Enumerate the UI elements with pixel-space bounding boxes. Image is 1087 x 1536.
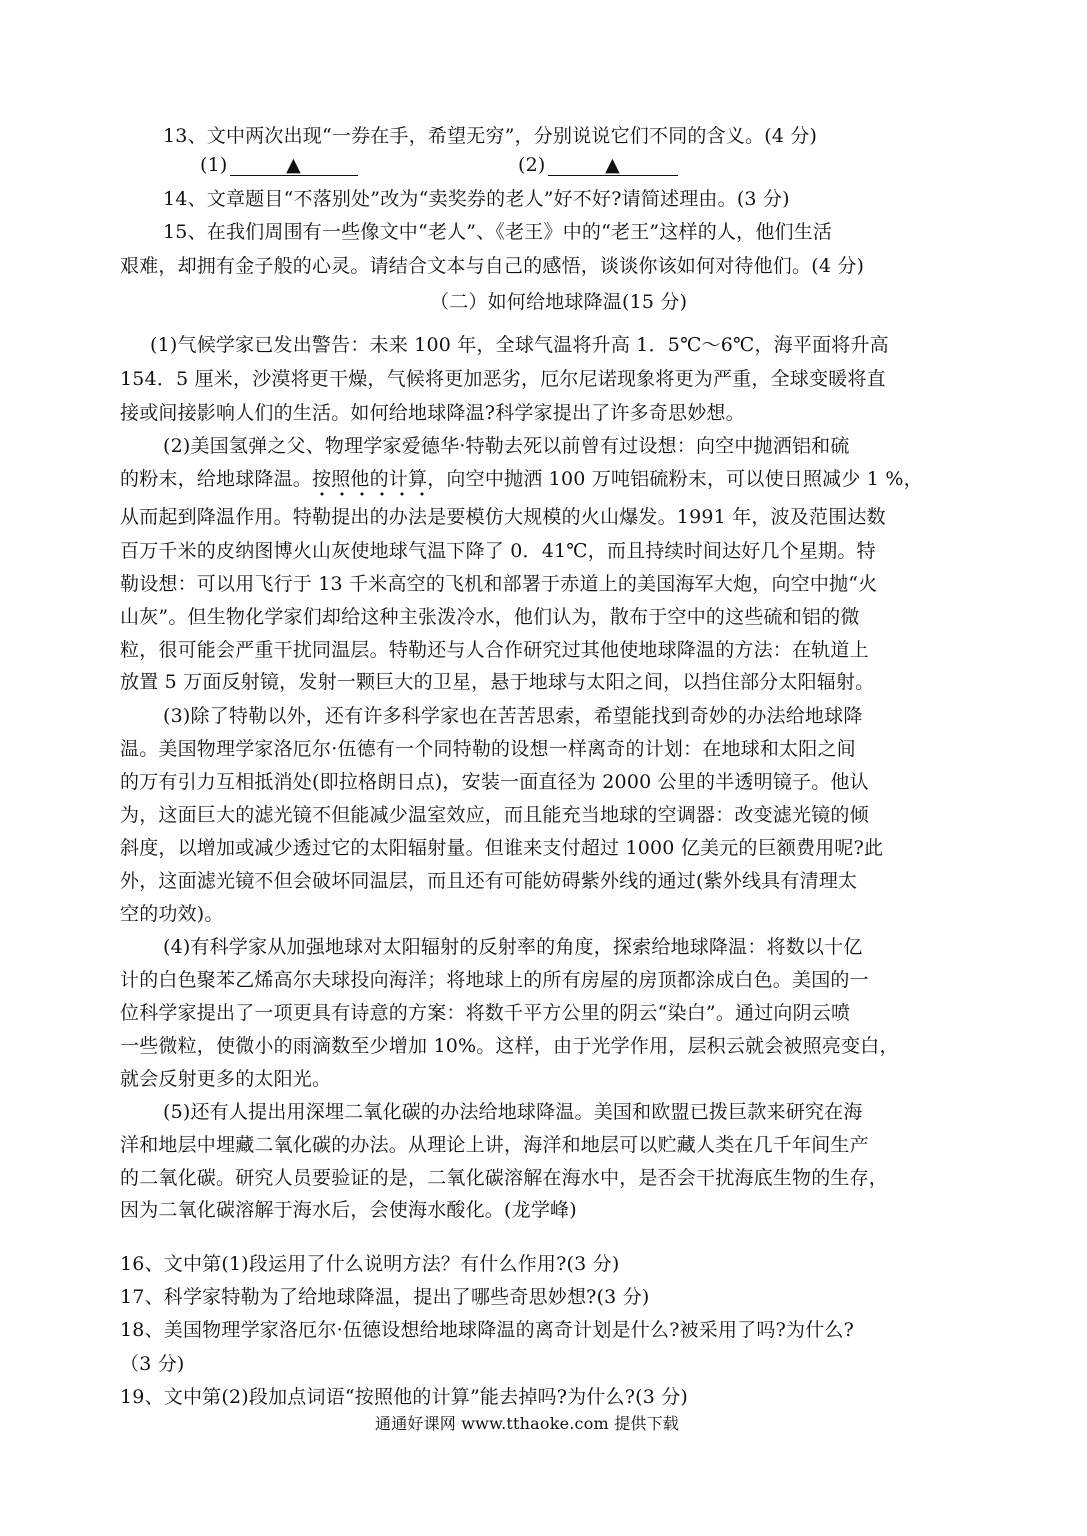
paragraph-2-line-3: 从而起到降温作用。特勒提出的办法是要模仿大规模的火山爆发。1991 年，波及范围达数 (120, 506, 886, 528)
paragraph-5-line-3: 的二氧化碳。研究人员要验证的是，二氧化碳溶解在海水中，是否会干扰海底生物的生存， (120, 1167, 889, 1189)
paragraph-2-line-2 (120, 467, 923, 491)
blank-1-label: (1) (200, 154, 228, 176)
paragraph-3-line-6: 外，这面滤光镜不但会破坏同温层，而且还有可能妨碍紫外线的通过(紫外线具有清理太 (120, 870, 858, 892)
paragraph-2-line-4: 百万千米的皮纳图博火山灰使地球气温下降了 0．41℃，而且持续时间达好几个星期。特 (120, 540, 876, 562)
question-15-line-1: 15、在我们周围有一些像文中“老人”、《老王》中的“老王”这样的人，他们生活 (163, 221, 833, 243)
paragraph-2-text-after: ，向空中抛洒 100 万吨铝硫粉末，可以使日照减少 1 %， (427, 468, 923, 490)
paragraph-2-line-7: 粒，很可能会严重干扰同温层。特勒还与人合作研究过其他使地球降温的方法：在轨道上 (120, 639, 869, 661)
question-17: 17、科学家特勒为了给地球降温，提出了哪些奇思妙想?(3 分) (120, 1286, 650, 1308)
question-13: 13、文中两次出现“一券在手，希望无穷”，分别说说它们不同的含义。(4 分) (163, 125, 818, 147)
paragraph-1-line-2: 154．5 厘米，沙漠将更干燥，气候将更加恶劣，厄尔尼诺现象将更为严重，全球变暖将直 (120, 368, 886, 390)
paragraph-3-line-5: 斜度，以增加或减少透过它的太阳辐射量。但谁来支付超过 1000 亿美元的巨额费用呢?此 (120, 837, 884, 859)
paragraph-1-line-3: 接或间接影响人们的生活。如何给地球降温?科学家提出了许多奇思妙想。 (120, 402, 745, 424)
question-15-line-2: 艰难，却拥有金子般的心灵。请结合文本与自己的感悟，谈谈你该如何对待他们。(4 分) (120, 255, 865, 277)
blank-2[interactable]: ▲ (548, 155, 678, 176)
paragraph-2-line-1: (2)美国氢弹之父、物理学家爱德华·特勒去死以前曾有过设想：向空中抛洒铝和硫 (163, 435, 850, 457)
paragraph-3-line-2: 温。美国物理学家洛厄尔·伍德有一个同特勒的设想一样离奇的计划：在地球和太阳之间 (120, 738, 856, 760)
page-footer: 通通好课网 www.tthaoke.com 提供下载 (375, 1414, 679, 1433)
paragraph-2-line-8: 放置 5 万面反射镜，发射一颗巨大的卫星，悬于地球与太阳之间，以挡住部分太阳辐射。 (120, 671, 875, 693)
blank-1[interactable]: ▲ (230, 155, 358, 176)
paragraph-3-line-3: 的万有引力互相抵消处(即拉格朗日点)，安装一面直径为 2000 公里的半透明镜子。他认 (120, 771, 869, 793)
paragraph-1-line-1: (1)气候学家已发出警告：未来 100 年，全球气温将升高 1．5℃～6℃，海平面将升高 (150, 334, 889, 356)
section-title: （二）如何给地球降温(15 分) (430, 291, 688, 313)
paragraph-4-line-2: 计的白色聚苯乙烯高尔夫球投向海洋；将地球上的所有房屋的房顶都涂成白色。美国的一 (120, 969, 869, 991)
question-18-line-2: （3 分) (120, 1353, 185, 1375)
paragraph-3-line-4: 为，这面巨大的滤光镜不但能减少温室效应，而且能充当地球的空调器：改变滤光镜的倾 (120, 804, 869, 826)
paragraph-5-line-1: (5)还有人提出用深埋二氧化碳的办法给地球降温。美国和欧盟已拨巨款来研究在海 (163, 1101, 863, 1123)
paragraph-4-line-3: 位科学家提出了一项更具有诗意的方案：将数千平方公里的阴云“染白”。通过向阴云喷 (120, 1002, 851, 1024)
paragraph-3-line-1: (3)除了特勒以外，还有许多科学家也在苦苦思索，希望能找到奇妙的办法给地球降 (163, 705, 863, 727)
question-14: 14、文章题目“不落别处”改为“卖奖券的老人”好不好?请简述理由。(3 分) (163, 188, 790, 210)
paragraph-3-line-7: 空的功效)。 (120, 903, 224, 925)
emphasis-dots (312, 492, 427, 496)
paragraph-2-text-before: 的粉末，给地球降温。 (120, 468, 313, 490)
answer-blank-row-2 (518, 153, 678, 177)
paragraph-2-line-6: 山灰”。但生物化学家们却给这种主张泼冷水，他们认为，散布于空中的这些硫和铝的微 (120, 606, 860, 628)
paragraph-5-line-4: 因为二氧化碳溶解于海水后，会使海水酸化。(龙学峰) (120, 1199, 577, 1221)
paragraph-2-line-5: 勒设想：可以用飞行于 13 千米高空的飞机和部署于赤道上的美国海军大炮，向空中抛“火 (120, 573, 878, 595)
paragraph-5-line-2: 洋和地层中埋藏二氧化碳的办法。从理论上讲，海洋和地层可以贮藏人类在几千年间生产 (120, 1134, 869, 1156)
blank-2-label: (2) (518, 154, 546, 176)
paragraph-4-line-5: 就会反射更多的太阳光。 (120, 1068, 332, 1090)
answer-blank-row (200, 153, 358, 177)
dotted-phrase: 按照他的计算 (312, 468, 427, 490)
paragraph-4-line-1: (4)有科学家从加强地球对太阳辐射的反射率的角度，探索给地球降温：将数以十亿 (163, 936, 863, 958)
question-19: 19、文中第(2)段加点词语“按照他的计算”能去掉吗?为什么?(3 分) (120, 1386, 689, 1408)
question-18-line-1: 18、美国物理学家洛厄尔·伍德设想给地球降温的离奇计划是什么?被采用了吗?为什么? (120, 1319, 854, 1341)
question-16: 16、文中第(1)段运用了什么说明方法？有什么作用?(3 分) (120, 1253, 620, 1275)
paragraph-4-line-4: 一些微粒，使微小的雨滴数至少增加 10%。这样，由于光学作用，层积云就会被照亮变白， (120, 1035, 899, 1057)
